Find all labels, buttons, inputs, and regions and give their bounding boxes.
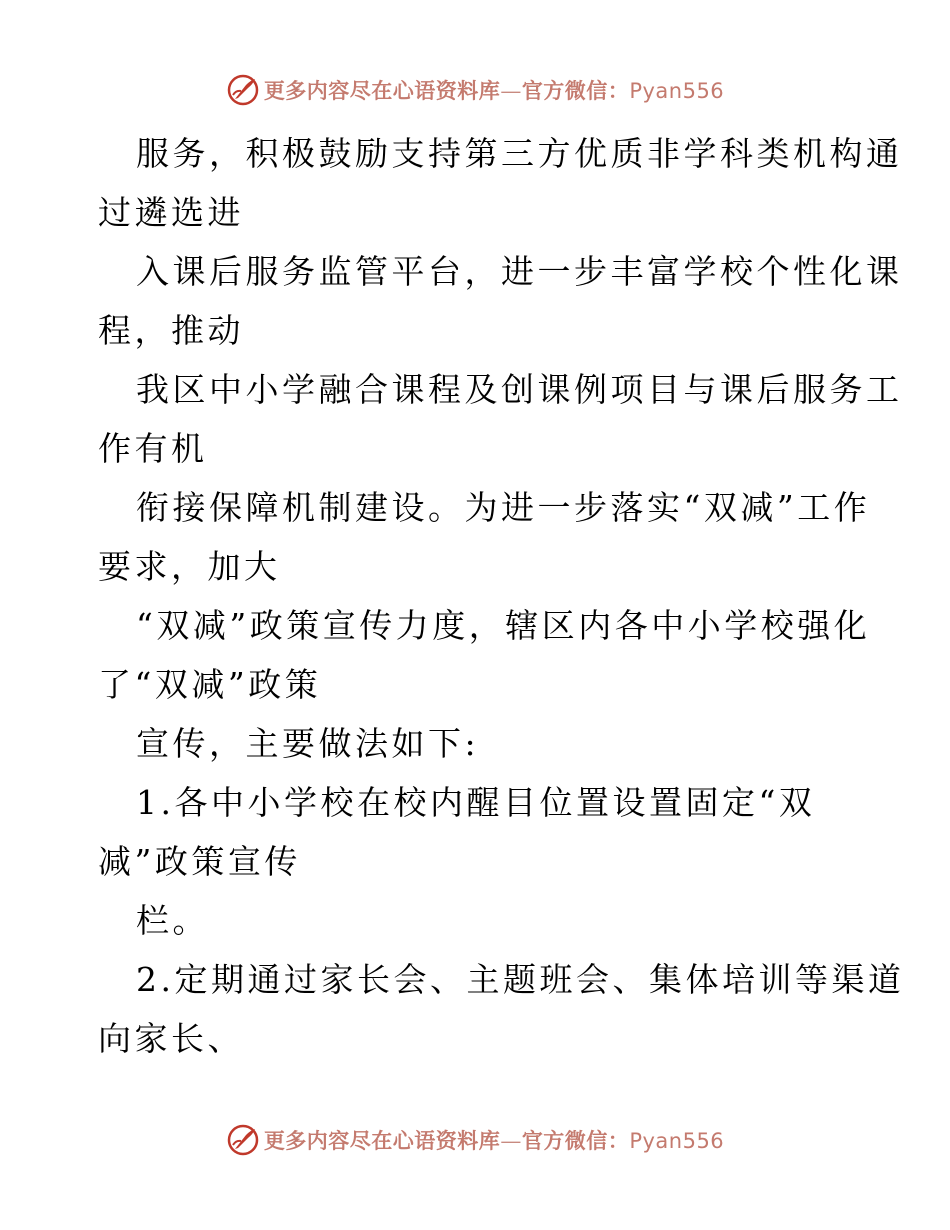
text-line: 作有机 xyxy=(98,429,208,468)
text-line: 宣传，主要做法如下: xyxy=(136,724,480,763)
banner-wechat-account: Pyan556 xyxy=(629,1129,725,1153)
text-line: 1.各中小学校在校内醒目位置设置固定“双 xyxy=(136,783,816,822)
footer-watermark-banner xyxy=(0,1120,950,1160)
banner-separator: — xyxy=(500,1129,522,1153)
text-line: 入课后服务监管平台，进一步丰富学校个性化课 xyxy=(136,252,903,291)
text-line: 向家长、 xyxy=(98,1019,244,1058)
text-line: 衔接保障机制建设。为进一步落实“双减”工作 xyxy=(136,488,871,527)
banner-separator: — xyxy=(500,79,522,103)
quill-logo-icon xyxy=(226,1123,260,1157)
text-line: 过遴选进 xyxy=(98,193,244,232)
text-line: 程，推动 xyxy=(98,311,244,350)
banner-text xyxy=(264,75,724,105)
text-line: 栏。 xyxy=(136,901,209,940)
document-body xyxy=(98,124,905,1068)
banner-site-name: 更多内容尽在心语资料库 xyxy=(263,1128,501,1153)
text-line: “双减”政策宣传力度，辖区内各中小学校强化 xyxy=(136,606,871,645)
banner-site-name: 更多内容尽在心语资料库 xyxy=(263,78,501,103)
text-line: 服务，积极鼓励支持第三方优质非学科类机构通 xyxy=(136,134,903,173)
text-line: 减”政策宣传 xyxy=(98,842,301,881)
text-line: 要求，加大 xyxy=(98,547,281,586)
text-line: 我区中小学融合课程及创课例项目与课后服务工 xyxy=(136,370,903,409)
banner-wechat-account: Pyan556 xyxy=(629,79,725,103)
text-line: 了“双减”政策 xyxy=(98,665,322,704)
banner-text xyxy=(264,1125,724,1155)
quill-logo-icon xyxy=(226,73,260,107)
text-line: 2.定期通过家长会、主题班会、集体培训等渠道 xyxy=(136,960,905,999)
header-watermark-banner xyxy=(0,70,950,110)
banner-wechat-label: 官方微信： xyxy=(521,1128,630,1153)
banner-wechat-label: 官方微信： xyxy=(521,78,630,103)
